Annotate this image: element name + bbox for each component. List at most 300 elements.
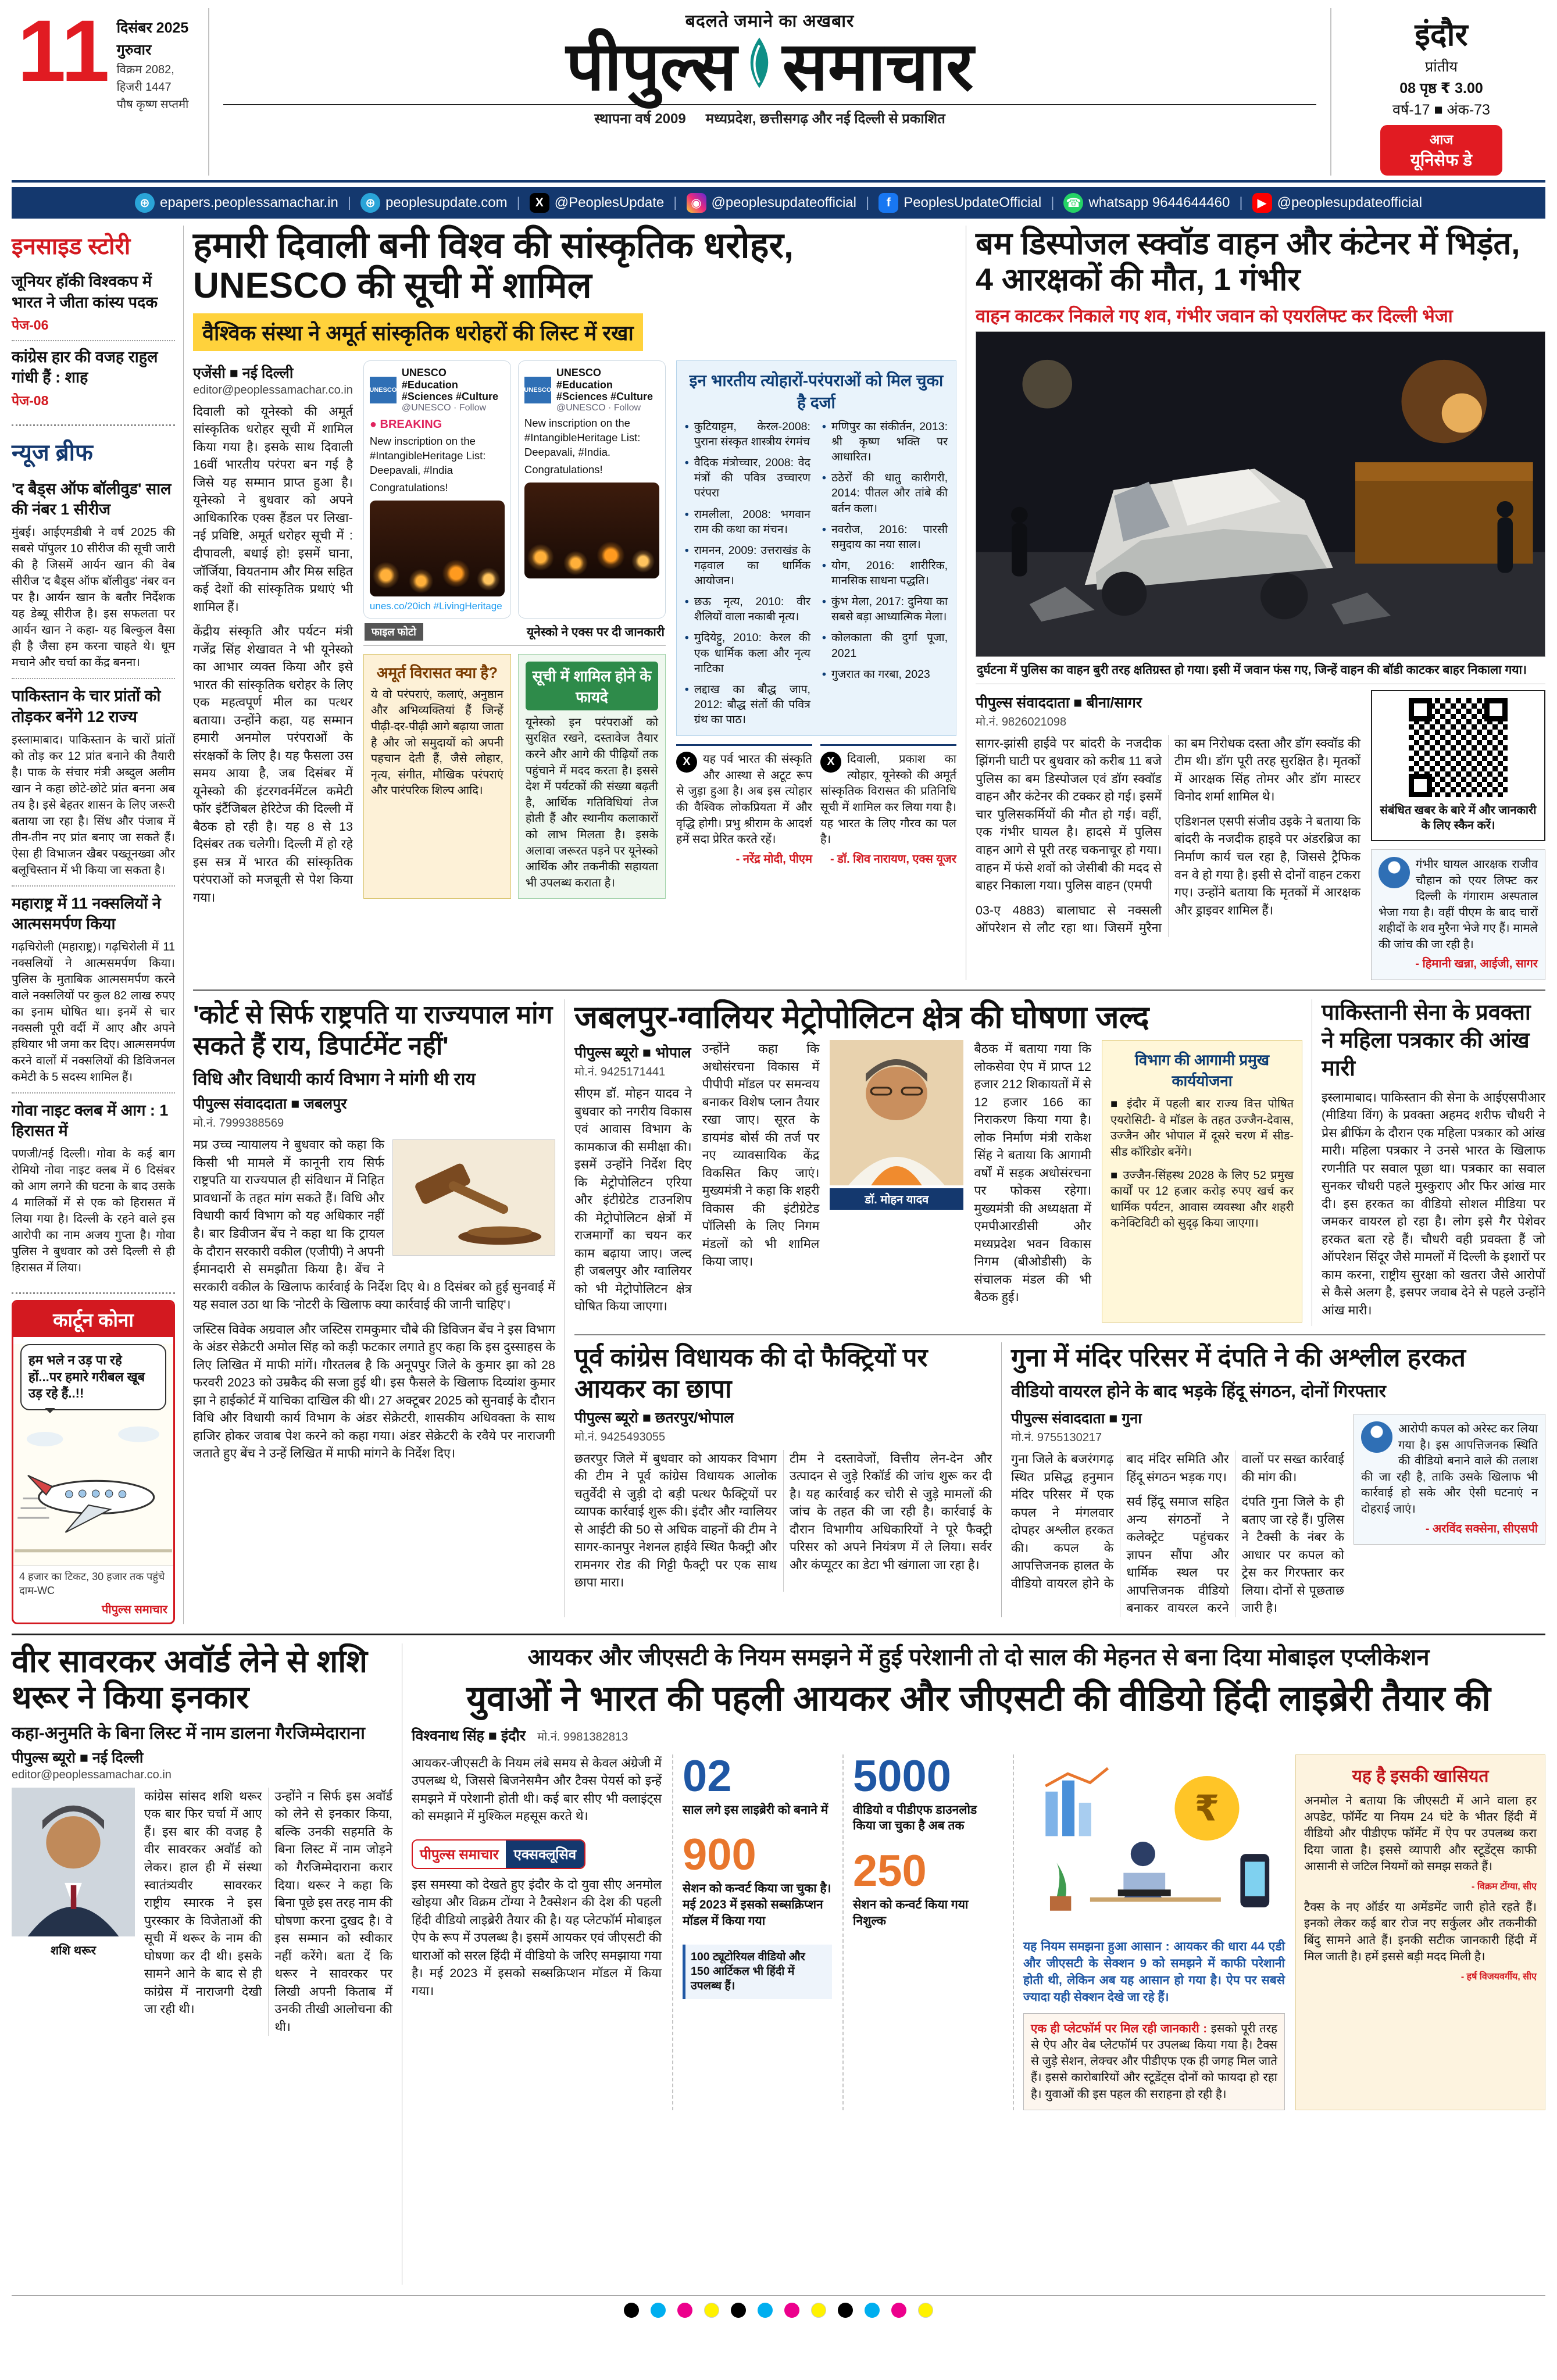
reaction-quotes — [676, 744, 956, 867]
guna-quote-rail — [1354, 1406, 1545, 1617]
tharoor-portrait-photo — [12, 1788, 135, 1936]
date-month-year: दिसंबर 2025 — [116, 20, 189, 36]
qr-finder-square — [1409, 698, 1432, 721]
bomb-side-rail — [1371, 690, 1545, 980]
unesco-tweet-2 — [518, 360, 666, 619]
metro-text-column — [702, 1040, 820, 1323]
quote-attribution: - हर्ष विजयवर्गीय, सीए — [1460, 1972, 1537, 1982]
instagram-handle: @peoplesupdateofficial — [711, 195, 856, 210]
what-is-heritage-box — [363, 654, 511, 899]
established-year: स्थापना वर्ष 2009 — [594, 111, 686, 127]
weekday: गुरुवार — [116, 41, 152, 58]
body-text — [574, 1085, 692, 1316]
cartoon-corner — [12, 1300, 175, 1624]
box-body: ये वो परंपराएं, कलाएं, अनुष्ठान और अभिव्यक्तियां हैं जिन्हें पीढ़ी-दर-पीढ़ी आगे बढ़ाया जाता है और जो समुदायों को अपनी पहचान देती हैं, जैसे लोहार, नृत्य, संगीत, मौखिक परंपराएं और पारंपरिक शिल्प आदि। — [370, 688, 503, 798]
quote-text: आरोपी कपल को अरेस्ट कर लिया गया है। इस आपत्तिजनक स्थिति की वीडियो बनाने वाले की तलाश की जा रही है, ताकि उसके खिलाफ भी कार्रवाई हो सके और ऐसी घटनाएं न दोहराई जाएं। — [1361, 1423, 1538, 1516]
twitter-link[interactable] — [530, 193, 664, 213]
badge-brand: पीपुल्स समाचार — [420, 1846, 499, 1863]
divider: | — [865, 195, 870, 210]
divider: | — [1239, 195, 1243, 210]
list-item: • योग, 2016: शारीरिक, मानसिक साधना पद्धति। — [822, 558, 948, 588]
user-quote — [820, 744, 956, 867]
quote-text: गंभीर घायल आरक्षक राजीव चौहान को एयर लिफ्ट कर दिल्ली के गंगाराम अस्पताल भेजा गया है। वहीं पीएम के बाद चारों शहीदों के शव मुरैना भेजे गए हैं। मामले की जांच की जा रही है। — [1379, 857, 1538, 951]
stats-footnote: 100 ट्यूटोरियल वीडियो और 150 आर्टिकल भी हिंदी में उपलब्ध हैं। — [683, 1945, 832, 1999]
pm-quote — [676, 744, 812, 867]
list-item: • ठठेरों की धातु कारीगरी, 2014: पीतल और तांबे की बर्तन कला। — [822, 470, 948, 516]
unesco-tweet-screenshots — [363, 360, 666, 619]
body-text — [412, 1754, 662, 1825]
body-text — [193, 403, 353, 906]
instagram-icon: ◉ — [687, 193, 706, 213]
body-text — [412, 1876, 662, 2000]
paragraph: टीम ने दस्तावेजों, वित्तीय लेन-देन और उत्पादन से जुड़े रिकॉर्ड की जांच शुरू कर दी है। यह कार्रवाई कर चोरी से जुड़े मामलों की जांच के तहत की जा रही है। कार्रवाई के दौरान विभागीय अधिकारियों ने पूरे फैक्ट्री परिसर को अपने नियंत्रण में ले लिया। सर्वर और कंप्यूटर का डेटा भी खंगाला जा रहा है। — [790, 1451, 992, 1572]
byline: विश्वनाथ सिंह ■ इंदौर — [412, 1727, 526, 1744]
article-headline: वीर सावरकर अवॉर्ड लेने से शशि थरूर ने किया इनकार — [12, 1643, 367, 1715]
svg-text:₹: ₹ — [1194, 1788, 1220, 1828]
file-photo-tag: फाइल फोटो — [365, 623, 423, 641]
paragraph: उन्होंने न सिर्फ इस अवॉर्ड को लेने से इनकार किया, बल्कि उनकी सहमति के बिना लिस्ट में नाम जोड़ने को गैरजिम्मेदाराना करार दिया। थरूर ने कहा कि बिना पूछे इस तरह नाम की घोषणा करना दुखद है। वे इस सम्मान को स्वीकार नहीं करेंगे। बता दें कि थरूर ने सावरकर पर लिखी अपनी किताब में उनकी तीखी आलोचना की थी। — [274, 1789, 392, 2034]
tweet-text: Congratulations! — [524, 463, 603, 476]
article-headline: बम डिस्पोजल स्क्वॉड वाहन और कंटेनर में भिड़ंत, 4 आरक्षकों की मौत, 1 गंभीर — [976, 226, 1520, 298]
highlight-note: यह नियम समझना हुआ आसान : आयकर की धारा 44 एडी और जीएसटी के सेक्शन 9 को समझने में काफी परेशानी होती थी, लेकिन अब यह आसान हो गया है। ऐप पर सबसे ज्यादा यही सेक्शन देखे जा रहे हैं। — [1023, 1939, 1285, 2004]
article-kicker: आयकर और जीएसटी के नियम समझने में हुई परेशानी तो दो साल की मेहनत से बना दिया मोबाइल एप्लीकेशन — [527, 1644, 1430, 1670]
guna-text — [1011, 1406, 1344, 1617]
photo-caption: यूनेस्को ने एक्स पर दी जानकारी — [527, 625, 665, 639]
middle-right-block — [574, 999, 1545, 1617]
brief-headline: महाराष्ट्र में 11 नक्सलियों ने आत्मसमर्पण किया — [12, 894, 161, 932]
stats-column-1 — [672, 1751, 832, 2110]
print-dot-black — [838, 2303, 853, 2318]
stat-description: सेशन को कन्वर्ट किया जा चुका है। मई 2023 में इसको सब्सक्रिप्शन मॉडल में किया गया — [683, 1882, 831, 1928]
reporter-phone: मो.नं. 7999388569 — [193, 1117, 284, 1130]
today-label: आज — [1429, 132, 1454, 147]
heritage-list — [685, 419, 948, 727]
list-item: • कुंभ मेला, 2017: दुनिया का सबसे बड़ा आध्यात्मिक मेला। — [822, 594, 948, 624]
crash-scene-photo — [976, 331, 1545, 657]
unesco-text-column — [193, 360, 353, 913]
metro-text-column — [574, 1040, 692, 1323]
print-dot-black — [731, 2303, 746, 2318]
stat-number: 250 — [853, 1846, 927, 1896]
features-box — [1295, 1754, 1545, 2110]
brand-leaf-logo — [742, 32, 776, 101]
tax-app-illustration — [1023, 1754, 1285, 1929]
globe-icon: ⊕ — [360, 193, 380, 213]
brief-body: मुंबई। आईएमडीबी ने वर्ष 2025 की सबसे पॉपुलर 10 सीरीज की सूची जारी की है जिसमें आर्यन खान की वेब सीरीज 'द बैड्स ऑफ बॉलीवुड' नंबर वन पर है। आर्यन खान के बतौर निर्देशक यह डेब्यू सीरीज है। इस सफलता पर आर्यन खान ने कहा- यह बिल्कुल वैसा ही है जैसा हम करना चाहते थे। धूम मचाने और चर्चा का केंद्र बनना। — [12, 526, 175, 670]
qr-code-box — [1371, 690, 1545, 841]
qr-code — [1409, 698, 1508, 797]
article-hindi-tax-library — [412, 1643, 1545, 2285]
mobileapp-grid — [412, 1751, 1545, 2110]
stat-number: 02 — [683, 1751, 732, 1801]
paragraph: 03-ए 4883) बालाघाट से नक्सली ऑपरेशन से लौट रहा था। जिसमें मुरैना का बम निरोधक दस्ता और डॉग स्क्वॉड की टीम थी। डॉग पूरी तरह सुरक्षित है। मृतकों में आरक्षक सिंह तोमर और डॉग मास्टर विनोद शर्मा शामिल थे। — [976, 736, 1360, 935]
tweet-handle: @UNESCO · Follow — [401, 402, 487, 413]
tharoor-photo-block — [12, 1788, 135, 2036]
gavel-photo — [392, 1139, 555, 1256]
list-item: • मणिपुर का संकीर्तन, 2013: श्री कृष्ण भक्ति पर आधारित। — [822, 419, 948, 464]
print-dot-cyan — [865, 2303, 880, 2318]
list-item: • वैदिक मंत्रोच्चार, 2008: वेद मंत्रों की पवित्र उच्चारण परंपरा — [685, 455, 810, 501]
diwali-celebration-photo — [524, 483, 659, 578]
print-dot-magenta — [784, 2303, 799, 2318]
box-lead: एक ही प्लेटफॉर्म पर मिल रही जानकारी : — [1031, 2021, 1208, 2035]
article-subhead: वैश्विक संस्था ने अमूर्त सांस्कृतिक धरोहरों की लिस्ट में रखा — [193, 313, 643, 351]
brief-headline: गोवा नाइट क्लब में आग : 1 हिरासत में — [12, 1101, 169, 1139]
facebook-handle: PeoplesUpdateOfficial — [904, 195, 1042, 210]
byline: पीपुल्स संवाददाता ■ बीना/सागर — [976, 694, 1142, 711]
unesco-logo-icon: UNESCO — [370, 377, 397, 403]
x-twitter-icon: X — [820, 752, 841, 773]
date-details — [117, 10, 202, 173]
tweet-account-name: UNESCO #Education #Sciences #Culture — [401, 366, 498, 403]
news-brief-item — [12, 887, 175, 1093]
metro-columns — [574, 1040, 1302, 1323]
cm-portrait-photo — [830, 1040, 963, 1185]
today-event-box — [1380, 125, 1502, 176]
article-headline: हमारी दिवाली बनी विश्व की सांस्कृतिक धरोहर, UNESCO की सूची में शामिल — [193, 226, 794, 306]
stat-number: 900 — [683, 1830, 756, 1880]
inside-story-title: इनसाइड स्टोरी — [12, 234, 131, 259]
photo-caption: दुर्घटना में पुलिस का वाहन बुरी तरह क्षतिग्रस्त हो गया। इसी में जवान फंस गए, जिन्हें वाहन की बॉडी काटकर बाहर निकाला गया। — [976, 657, 1545, 684]
metro-pak-row — [574, 999, 1545, 1335]
unesco-list-column — [676, 360, 956, 913]
official-quote-box — [1354, 1414, 1545, 1545]
list-item: • लद्दाख का बौद्ध जाप, 2012: बौद्ध संतों की पवित्र ग्रंथ का पाठ। — [685, 682, 810, 727]
list-item: • छऊ नृत्य, 2010: वीर शैलियों वाला नकाबी नृत्य। — [685, 594, 810, 624]
edition-city: इंदौर — [1415, 17, 1468, 52]
paragraph: जस्टिस विवेक अग्रवाल और जस्टिस रामकुमार चौबे की डिविजन बेंच ने इस विभाग के अंडर सेक्रेटरी अमोल सिंह को कड़ी फटकार लगाते हुए कहा कि इस दुस्साहस के लिए लिखित में माफी मांगें। गौरतलब है कि अनूपपुर जिले के कुमार झा को 28 फरवरी 2023 को उम्रकैद की सजा हुई थी। इस फैसले के खिलाफ दिव्यांश कुमार झा ने हाईकोर्ट में याचिका दाखिल की थी। 27 अक्टूबर 2025 को सुनवाई के दौरान विधि और विधायी कार्य विभाग के अंडर सेक्रेटरी, शासकीय अधिवक्ता के साथ हाजिर होकर जवाब पेश करने को कहा गया। अंडर सेक्रेटरी के रवैये पर नाराजगी जताते हुए बेंच ने उन्हें लिखित में माफी मांगने के निर्देश दिए। — [193, 1322, 555, 1461]
heritage-list-box — [676, 360, 956, 736]
print-dot-yellow — [918, 2303, 933, 2318]
top-row — [193, 226, 1545, 991]
quote-attribution: - नरेंद्र मोदी, पीएम — [735, 852, 812, 866]
main-area — [193, 226, 1545, 1624]
stat-number: 5000 — [853, 1751, 952, 1801]
box-title: इन भारतीय त्योहारों-परंपराओं को मिल चुका है दर्जा — [689, 371, 944, 412]
calendar-line2: पौष कृष्ण सप्तमी — [116, 98, 189, 111]
inside-story-item — [12, 341, 175, 416]
cm-photo-column — [830, 1040, 963, 1323]
reporter-phone: मो.नं. 9826021098 — [976, 715, 1067, 728]
paragraph: इस्लामाबाद। पाकिस्तान की सेना के आईएसपीआर (मीडिया विंग) के प्रवक्ता अहमद शरीफ चौधरी ने प्रेस ब्रीफिंग के दौरान एक महिला पत्रकार को आंख मारी। महिला पत्रकार ने उनसे भारत के खिलाफ रणनीति पर सवाल पूछा था। पत्रकार का सवाल सुनकर चौधरी पहले मुस्कुराए और फिर आंख मार दी। इस हरकत का वीडियो सोशल मीडिया पर जमकर वायरल हो रहा है। लोग इसे गैर पेशेवर हरकत बता रहे हैं। चौधरी वही प्रवक्ता हैं जो ऑपरेशन सिंदूर जैसे मामलों में दिल्ली के इशारों पर काम करना, राष्ट्रीय सुरक्षा को खतरा जैसे आरोपों से कैसे अलग है, इसपर जवाब देने से पहले उन्होंने आंख मारी। — [1322, 1090, 1545, 1317]
article-pak-spokesperson — [1322, 999, 1545, 1326]
establishment-line — [223, 104, 1316, 128]
quote-attribution: - अरविंद सक्सेना, सीएसपी — [1425, 1522, 1538, 1535]
benefits-box — [518, 654, 666, 899]
article-tharoor-savarkar-award — [12, 1643, 402, 2285]
byline: एजेंसी ■ नई दिल्ली — [193, 364, 294, 381]
speaker-avatar — [1379, 857, 1410, 888]
box-body: यूनेस्को इन परंपराओं को सुरक्षित रखने, दस्तावेज तैयार करने और आगे की पीढ़ियों तक पहुंचाने में मदद करता है। इससे देश में पर्यटकों की संख्या बढ़ती है, आर्थिक गतिविधियां तेज होती हैं और स्थानीय कलाकारों को लाभ मिलता है। इसके अलावा जरूरत पड़ने पर यूनेस्को आर्थिक और तकनीकी सहायता भी उपलब्ध कराता है। — [525, 716, 658, 889]
left-rail — [12, 226, 184, 1624]
epaper-url: epapers.peoplessamachar.in — [159, 195, 338, 210]
bomb-text-columns — [976, 690, 1360, 980]
youtube-link[interactable] — [1252, 193, 1422, 213]
edition-block — [1330, 8, 1545, 176]
stat-sessions-converted — [683, 1830, 832, 1929]
today-event: यूनिसेफ डे — [1410, 151, 1472, 170]
masthead-word1: पीपुल्स — [566, 28, 737, 104]
print-color-bar — [12, 2295, 1545, 2320]
brief-headline: 'द बैड्स ऑफ बॉलीवुड' साल की नंबर 1 सीरीज — [12, 480, 172, 519]
article-metropolitan-region — [574, 999, 1312, 1326]
inside-story-text: जूनियर हॉकी विश्वकप में भारत ने जीता कांस्य पदक — [12, 273, 158, 311]
body-text — [574, 1450, 992, 1592]
quote-attribution: - विक्रम टोंग्या, सीए — [1472, 1882, 1537, 1892]
bomb-article-body — [976, 690, 1545, 980]
action-plan-box — [1102, 1040, 1302, 1323]
list-item: • रामलीला, 2008: भगवान राम की कथा का मंचन। — [685, 507, 810, 537]
qr-finder-square — [1409, 774, 1432, 797]
stat-description: वीडियो व पीडीएफ डाउनलोड किया जा चुका है अब तक — [853, 1803, 977, 1833]
published-from: मध्यप्रदेश, छत्तीसगढ़ और नई दिल्ली से प्रकाशित — [705, 111, 945, 127]
list-item: • कोलकाता की दुर्गा पूजा, 2021 — [822, 630, 948, 660]
year-issue: वर्ष-17 ■ अंक-73 — [1392, 102, 1490, 118]
article-diwali-unesco — [193, 226, 966, 980]
official-quote-box — [1371, 849, 1545, 980]
masthead — [12, 2, 1545, 183]
byline: पीपुल्स ब्यूरो ■ भोपाल — [574, 1045, 691, 1062]
issue-number: अंक-73 — [1447, 102, 1490, 118]
instagram-link[interactable] — [687, 193, 856, 213]
brief-headline: पाकिस्तान के चार प्रांतों को तोड़कर बनेंगे 12 राज्य — [12, 687, 161, 726]
paragraph: मप्र उच्च न्यायालय ने बुधवार को कहा कि किसी भी मामले में कानूनी राय सिर्फ राष्ट्रपति या राज्यपाल ही संविधान में निहित प्रावधानों के तहत मांग सकते हैं। विधि और विधायी कार्य विभाग को यह अधिकार नहीं है। बार डिवीजन बेंच ने कहा था कि ट्रायल के दौरान सरकारी वकील (एजीपी) ने अपनी ईमानदारी से समझौता किया है। बेंच ने सरकारी वकील के खिलाफ कार्रवाई के निर्देश दिए थे। 8 दिसंबर को हुई सुनवाई में यह सवाल उठा था कि 'नोटरी के खिलाफ क्या कार्रवाई की जानी चाहिए'। — [193, 1138, 555, 1312]
article-guna-temple — [1011, 1342, 1545, 1617]
body-text — [1011, 1450, 1344, 1617]
stat-downloads — [853, 1751, 1002, 1834]
brand-block — [209, 8, 1330, 176]
divider: | — [1051, 195, 1055, 210]
platform-info-box — [1023, 2013, 1285, 2110]
article-subhead: कहा-अनुमति के बिना लिस्ट में नाम डालना गैरजिम्मेदाराना — [12, 1723, 365, 1743]
quote-attribution: - डॉ. शिव नारायण, एक्स यूजर — [830, 852, 956, 866]
editor-email[interactable]: editor@peoplessamachar.co.in — [12, 1768, 172, 1781]
reporter-phone: मो.नं. 9425171441 — [574, 1066, 666, 1079]
cartoon-caption: 4 हजार का टिकट, 30 हजार तक पहुंचे दाम-WC — [13, 1566, 173, 1601]
box-title: सूची में शामिल होने के फायदे — [526, 662, 658, 710]
news-brief-item — [12, 472, 175, 679]
box-body: इसको पूरी तरह से ऐप और वेब प्लेटफॉर्म पर उपलब्ध किया गया है। टैक्स से जुड़े सेशन, लेक्चर और पीडीएफ एक ही जगह मिल जाते हैं। इससे कारोबारियों और स्टूडेंट्स दोनों को फायदा हो रहा है। युवाओं की इस पहल की सराहना हो रही है। — [1031, 2021, 1277, 2101]
quote-attribution: - हिमानी खन्ना, आईजी, सागर — [1415, 957, 1538, 971]
cartoon-credit: पीपुल्स समाचार — [102, 1603, 167, 1616]
metro-text-column — [974, 1040, 1091, 1323]
quote-text: दिवाली, प्रकाश का त्योहार, यूनेस्को की अमूर्त सांस्कृतिक विरासत की प्रतिनिधि सूची में शामिल कर लिया गया है। यह भारत के लिए गौरव का पल है। — [820, 753, 956, 846]
article-subhead: वाहन काटकर निकाले गए शव, गंभीर जवान को एयरलिफ्ट कर दिल्ली भेजा — [976, 306, 1453, 327]
byline: पीपुल्स ब्यूरो ■ नई दिल्ली — [12, 1749, 144, 1766]
quote-text: यह पर्व भारत की संस्कृति और आस्था से अटूट रूप से जुड़ा हुआ है। अब इस त्योहार की वैश्विक लोकप्रियता में और वृद्धि होगी। प्रभु श्रीराम के आदर्श हमें सदा प्रेरित करते रहें। — [676, 753, 812, 846]
byline: पीपुल्स संवाददाता ■ जबलपुर — [193, 1096, 347, 1113]
reporter-phone: मो.नं. 9981382813 — [537, 1730, 628, 1743]
page-ref: पेज-08 — [12, 392, 49, 408]
unesco-tweet-1 — [363, 360, 511, 619]
qr-scan-caption: संबंधित खबर के बारे में और जानकारी के लिए स्कैन करें। — [1380, 803, 1537, 832]
body-text — [976, 735, 1360, 937]
airplane-cartoon-drawing — [13, 1417, 173, 1563]
paragraph: दंपति गुना जिले के ही बताए जा रहे हैं। पुलिस ने टैक्सी के नंबर के आधार पर कपल को ट्रेस कर गिरफ्तार कर लिया। दोनों से पूछताछ जारी है। — [1241, 1495, 1344, 1616]
news-brief-section — [12, 432, 175, 1294]
whatsapp-link[interactable] — [1063, 193, 1230, 213]
reporter-phone: मो.नं. 9755130217 — [1011, 1431, 1102, 1445]
cartoon-speech-bubble: हम भले न उड़ पा रहे हों...पर हमारे गरीबल खूब उड़ रहे हैं..!! — [20, 1344, 166, 1410]
speaker-avatar — [1361, 1421, 1392, 1453]
paragraph: कांग्रेस सांसद शशि थरूर एक बार फिर चर्चा में आए हैं। इस बार की वजह है वीर सावरकर अवॉर्ड को लेकर। हाल ही में संस्था स्वातंत्र्यवीर सावरकर राष्ट्रीय स्मारक ने इस पुरस्कार के विजेताओं की सूची में थरूर के नाम की घोषणा कर दी थी। इसके सामने आने के बाद से ही कांग्रेस में नाराजगी देखी जा रही थी। — [144, 1789, 262, 2017]
brief-body: इस्लामाबाद। पाकिस्तान के चारों प्रांतों को तोड़ कर 12 प्रांत बनाने की तैयारी है। पाक के संचार मंत्री अब्दुल अलीम खान ने कहा छोटे-छोटे प्रांत बनना अब तय है। इसे बेहतर शासन के लिए जरूरी बताया जा रहा है। सिंध और पंजाब में तीन-तीन नए प्रांत बनाए जा सकते हैं। ऐसा ही विभाजन खैबर पख्तूनख्वा और बलूचिस्तान में भी किया जा सकता है। — [12, 733, 175, 877]
paragraph: गुना जिले के बजरंगगढ़ स्थित प्रसिद्ध हनुमान मंदिर परिसर में एक कपल ने मंगलवार दोपहर अश्लील हरकत की। कपल के आपत्तिजनक हालत के वीडियो वायरल होने के बाद मंदिर समिति और हिंदू संगठन भड़क गए। — [1011, 1452, 1229, 1591]
unesco-logo-icon: UNESCO — [524, 377, 551, 403]
paragraph: उन्होंने कहा कि अधोसंरचना विकास में पीपीपी मॉडल पर समन्वय बनाकर विशेष प्लान तैयार रखा जाए। सूरत के डायमंड बोर्स की तर्ज पर नए व्यावसायिक केंद्र विकसित किए जाएं। मुख्यमंत्री ने कहा कि शहरी विकास की इंटीग्रेटेड पॉलिसी के लिए निगम मंडलों को भी शामिल किया जाए। — [702, 1042, 820, 1269]
editor-email[interactable]: editor@peoplessamachar.co.in — [193, 383, 353, 396]
article-subhead: विधि और विधायी कार्य विभाग ने मांगी थी राय — [193, 1070, 476, 1089]
pages-price: 08 पृष्ठ ₹ 3.00 — [1399, 80, 1483, 97]
body-text — [1322, 1089, 1545, 1320]
facebook-icon: f — [879, 193, 898, 213]
list-item: • गुजरात का गरबा, 2023 — [822, 667, 948, 682]
calendar-line1: विक्रम 2082, हिजरी 1447 — [116, 63, 174, 94]
article-highcourt-opinion — [193, 999, 565, 1617]
list-item: • कुटियाट्टम, केरल-2008: पुराना संस्कृत शास्त्रीय रंगमंच — [685, 419, 810, 449]
whatsapp-icon: ☎ — [1063, 193, 1083, 213]
epaper-link[interactable] — [135, 193, 338, 213]
breaking-label: ● BREAKING — [369, 417, 442, 431]
list-item: ■ इंदौर में पहली बार राज्य वित्त पोषित एयरोसिटी- वे मॉडल के तहत उज्जैन-देवास, उज्जैन और भोपाल में दूसरे चरण में सीड-सीड कॉरिडोर बनेंगे। — [1110, 1098, 1294, 1159]
list-item: • नवरोज, 2016: पारसी समुदाय का नया साल। — [822, 522, 948, 552]
article-headline: जबलपुर-ग्वालियर मेट्रोपोलिटन क्षेत्र की घोषणा जल्द — [574, 1000, 1149, 1035]
middle-row — [193, 991, 1545, 1617]
article-headline: 'कोर्ट से सिर्फ राष्ट्रपति या राज्यपाल मांग सकते हैं राय, डिपार्टमेंट नहीं' — [193, 1000, 553, 1060]
paragraph: छतरपुर जिले में बुधवार को आयकर विभाग की टीम ने पूर्व कांग्रेस विधायक आलोक चतुर्वेदी से जुड़ी दो बड़ी पत्थर फैक्ट्रियों पर व्यापक कार्रवाई शुरू की। इंदौर और ग्वालियर से आईटी की 50 से अधिक वाहनों की टीम ने सागर-कानपुर नेशनल हाईवे स्थित फैक्ट्री और रामनगर रोड की गिट्टी फैक्ट्री पर एक साथ छापा मारा। — [574, 1451, 777, 1590]
article-bomb-squad-crash — [976, 226, 1545, 980]
brief-body: गढ़चिरोली (महाराष्ट्र)। गढ़चिरोली में 11 नक्सलियों ने आत्मसमर्पण किया। पुलिस के मुताबिक आत्मसमर्पण करने वाले नक्सलियों पर कुल 82 लाख रुपए का इनाम घोषित था। इनमें से चार नक्सली पूरी वर्दी में आए और अपने हथियार भी जमा कर दिए। आत्मसमर्पण करने वालों में नक्सलियों की डिविजनल कमेटी के 5 सदस्य शामिल हैं। — [12, 940, 175, 1084]
article-headline: युवाओं ने भारत की पहली आयकर और जीएसटी की वीडियो हिंदी लाइब्रेरी तैयार की — [466, 1678, 1491, 1718]
tweet-text: Congratulations! — [369, 481, 448, 494]
paragraph: सर्व हिंदू समाज सहित अन्य संगठनों ने कलेक्ट्रेट पहुंचकर ज्ञापन सौंपा और धार्मिक स्थल पर आपत्तिजनक वीडियो बनाकर वायरल करने वालों पर सख्त कार्रवाई की मांग की। — [1126, 1452, 1344, 1616]
illustration-column — [1013, 1754, 1285, 2110]
print-dot-black — [624, 2303, 639, 2318]
tweet-account — [402, 367, 505, 413]
paragraph: सागर-झांसी हाईवे पर बांदरी के नजदीक झिंगनी घाटी पर बुधवार को करीब 11 बजे पुलिस का बम डिस्पोजल एवं डॉग स्क्वॉड वाहन और कंटेनर की टक्कर हो गई। इसमें चार पुलिसकर्मियों की मौत हो गई। वहीं, एक गंभीर घायल है। हादसे में पुलिस वाहन आगे से पूरी तरह चकनाचूर हो गया। वाहन में फंसे शवों को जेसीबी की मदद से बाहर निकाला गया। पुलिस वाहन (एमपी — [976, 736, 1162, 893]
tweet-text: New inscription on the #IntangibleHeritage List: Deepavali, #India. — [524, 416, 641, 458]
body-text — [193, 1136, 555, 1462]
list-item: ■ उज्जैन-सिंहस्थ 2028 के लिए 52 प्रमुख कार्यों पर 12 हजार करोड़ रुपए खर्च कर धार्मिक पर्यटन, आवास व्यवस्था और शहरी कनेक्टिविटी को सुदृढ़ किया जाएगा। — [1110, 1168, 1294, 1230]
stats-column-2 — [842, 1751, 1002, 2110]
news-brief-title: न्यूज ब्रीफ — [12, 440, 93, 466]
list-item: • मुदियेट्टु, 2010: केरल की एक धार्मिक कला और नृत्य नाटिका — [685, 630, 810, 676]
paragraph: एडिशनल एसपी संजीव उइके ने बताया कि बांदरी के नजदीक हाइवे पर अंडरब्रिज का निर्माण कार्य चल रहा है, जिससे ट्रैफिक वन वे हो गया है। इसी से दोनों वाहन टकरा गए। उन्होंने बताया कि मृतकों में आरक्षक और ड्राइवर शामिल हैं। — [1174, 814, 1360, 917]
diya-lamps-photo — [370, 501, 505, 596]
article-headline: गुना में मंदिर परिसर में दंपति ने की अश्लील हरकत — [1011, 1343, 1466, 1373]
print-dot-cyan — [758, 2303, 773, 2318]
youtube-icon: ▶ — [1252, 193, 1272, 213]
article-headline: पाकिस्तानी सेना के प्रवक्ता ने महिला पत्रकार की आंख मारी — [1322, 1000, 1531, 1081]
brief-body: पणजी/नई दिल्ली। गोवा के कई बाग रोमियो नोवा नाइट क्लब में 6 दिसंबर को आग लगने की घटना के बाद उसके 4 मालिकों में से एक को हिरासत में लिया गया है। दिल्ली के रहने वाले इस आरोपी का नाम अजय गुप्ता है। गोवा पुलिस ने बुधवार को उसे दिल्ली से ही हिरासत में लिया। — [12, 1147, 175, 1274]
print-dot-cyan — [651, 2303, 666, 2318]
article-income-tax-raid — [574, 1342, 1002, 1617]
box-title: अमूर्त विरासत क्या है? — [376, 663, 498, 681]
page-ref: पेज-06 — [12, 317, 49, 333]
website-link[interactable] — [360, 193, 507, 213]
edition-type: प्रांतीय — [1425, 59, 1458, 75]
paragraph: केंद्रीय संस्कृति और पर्यटन मंत्री गजेंद्र सिंह शेखावत ने भी यूनेस्को का आभार व्यक्त किया और इसे भारत की सांस्कृतिक धरोहर के लिए एक महत्वपूर्ण मील का पत्थर बताया। उन्होंने कहा, यह सम्मान हमारी अनमोल परंपराओं के संरक्षकों के लिए है। यह फैसला उस समय आया है, जब दिसंबर में यूनेस्को की इंटरगवर्नमेंटल कमेटी फॉर इंटैंजिबल हेरिटेज की दिल्ली में बैठक हो रही है। यह 8 से 13 दिसंबर तक चलेगी। दिल्ली में हो रहे इस सत्र में भारत की सांस्कृतिक परंपराओं को मजबूती से पेश किया गया। — [193, 624, 353, 905]
tweet-account-name: UNESCO #Education #Sciences #Culture — [556, 366, 653, 403]
content-bottom — [12, 1634, 1545, 2285]
print-dot-yellow — [704, 2303, 719, 2318]
stat-description: साल लगे इस लाइब्रेरी को बनाने में — [683, 1803, 829, 1817]
content-top — [12, 219, 1545, 1624]
tweet-link[interactable]: unes.co/20ich #LivingHeritage — [369, 600, 502, 612]
facebook-link[interactable] — [879, 193, 1041, 213]
article-subhead: वीडियो वायरल होने के बाद भड़के हिंदू संगठन, दोनों गिरफ्तार — [1011, 1382, 1386, 1402]
stat-free-sessions — [853, 1846, 1002, 1929]
tweet-account — [556, 367, 659, 413]
badge-exclusive: एक्सक्लूसिव — [506, 1841, 585, 1868]
reporter-phone: मो.नं. 9425493055 — [574, 1430, 666, 1443]
article-headline: पूर्व कांग्रेस विधायक की दो फैक्ट्रियों पर आयकर का छापा — [574, 1343, 928, 1404]
body-text — [702, 1040, 820, 1271]
tweet-text: New inscription on the #IntangibleHeritage List: Deepavali, #India — [369, 434, 486, 476]
tweet-header — [370, 367, 505, 413]
unesco-article-body — [193, 360, 956, 913]
tagline: बदलते जमाने का अखबार — [685, 12, 855, 31]
paragraph: आयकर-जीएसटी के नियम लंबे समय से केवल अंग्रेजी में उपलब्ध थे, जिससे बिजनेसमैन और टैक्स पेयर्स को इन्हें समझने में परेशानी होती थी। कई बार सीए भी क्लाइंट्स को समझाने में मुश्किल महसूस करते थे। — [412, 1756, 662, 1824]
guna-body-wrap — [1011, 1406, 1545, 1617]
news-brief-item — [12, 679, 175, 886]
twitter-handle: @PeoplesUpdate — [554, 195, 665, 210]
tweet-header — [524, 367, 659, 413]
cartoon-artwork — [13, 1344, 173, 1566]
date-block — [12, 2, 209, 176]
body-text — [974, 1040, 1091, 1306]
globe-icon: ⊕ — [135, 193, 155, 213]
box-paragraph: अनमोल ने बताया कि जीएसटी में आने वाला हर अपडेट, फॉर्मेट या नियम 24 घंटे के भीतर हिंदी में वीडियो और पीडीएफ फॉर्मेट में ऐप पर उपलब्ध करा दिया जाता है। इससे व्यापारी और स्टूडेंट्स काफी आसानी से जटिल नियमों को समझ सकते हैं। — [1304, 1793, 1537, 1873]
inside-story-section — [12, 226, 175, 426]
whatsapp-number: whatsapp 9644644460 — [1088, 195, 1230, 210]
paragraph: सीएम डॉ. मोहन यादव ने बुधवार को नगरीय विकास एवं आवास विभाग के कामकाज की समीक्षा की। इसमें उन्होंने निर्देश दिए कि मेट्रोपोलिटन एरिया और इंटीग्रेटेड टाउनशिप की मेट्रोपोलिटन क्षेत्रों में राजमार्गों का चयन कर काम बढ़ाया जाए। जल्द ही जबलपुर और ग्वालियर को भी मेट्रोपोलिटन क्षेत्र घोषित किया जाएगा। — [574, 1087, 692, 1314]
paragraph: इस समस्या को देखते हुए इंदौर के दो युवा सीए अनमोल खोइया और विक्रम टोंग्या ने टैक्सेशन की देश की पहली हिंदी वीडियो लाइब्रेरी तैयार की है। यह प्लेटफॉर्म मोबाइल ऐप के रूप में उपलब्ध है। इसमें आयकर एवं जीएसटी की धाराओं को सरल हिंदी में वीडियो के जरिए समझाया गया है। मई 2023 में इसको सब्सक्रिप्शन मॉडल में किया गया। — [412, 1877, 662, 1998]
divider: | — [673, 195, 677, 210]
divider: | — [347, 195, 352, 210]
news-brief-item — [12, 1093, 175, 1283]
inside-story-item — [12, 266, 175, 341]
box-title: यह है इसकी खासियत — [1352, 1766, 1489, 1786]
date-day: 11 — [17, 2, 110, 99]
paragraph: बैठक में बताया गया कि लोकसेवा ऐप में प्राप्त 12 हजार 212 शिकायतों में से 12 हजार 166 का निराकरण किया गया है। लोक निर्माण मंत्री राकेश सिंह ने बताया कि आगामी वर्षों में सड़क अधोसंरचना पर फोकस रहेगा। मुख्यमंत्री की अध्यक्षता में एमपीआरडीसी और मध्यप्रदेश भवन विकास निगम (बीओडीसी) के संचालक मंडल की भी बैठक हुई। — [974, 1042, 1092, 1305]
stat-description: सेशन को कन्वर्ट किया गया निशुल्क — [853, 1898, 969, 1928]
stat-years — [683, 1751, 832, 1818]
paragraph: दिवाली को यूनेस्को की अमूर्त सांस्कृतिक धरोहर सूची में शामिल किया गया है। इसके साथ दिवाली 16वीं भारतीय परंपरा बन गई है जिसे यह सम्मान प्राप्त हुआ है। यूनेस्को ने बुधवार को अपने आधिकारिक एक्स हैंडल पर लिखा- नई प्रविष्टि, अमूर्त धरोहर सूची में : दीपावली, बधाई हो! इसमें घाना, जॉर्जिया, वियतनाम और मिस्र सहित कई देशों की सांस्कृतिक प्रथाएं भी शामिल हैं। — [193, 404, 353, 614]
qr-finder-square — [1484, 698, 1508, 721]
print-dot-magenta — [677, 2303, 692, 2318]
masthead-word2: समाचार — [782, 28, 974, 104]
exclusive-badge — [412, 1839, 585, 1869]
info-boxes-row — [363, 646, 666, 899]
plan-list — [1110, 1096, 1294, 1232]
social-contact-bar — [12, 187, 1545, 219]
inside-story-text: कांग्रेस हार की वजह राहुल गांधी हैं : शाह — [12, 348, 158, 387]
byline-row — [412, 1723, 1545, 1750]
cartoon-title: कार्टून कोना — [13, 1302, 173, 1337]
year-number: वर्ष-17 — [1392, 102, 1430, 118]
factory-guna-row — [574, 1335, 1545, 1617]
byline: पीपुल्स संवाददाता ■ गुना — [1011, 1410, 1142, 1427]
unesco-media-column — [363, 360, 666, 913]
list-item: • रामनन, 2009: उत्तराखंड के गढ़वाल का धार्मिक आयोजन। — [685, 543, 810, 588]
print-dot-magenta — [891, 2303, 906, 2318]
savarkar-body-wrap — [12, 1788, 392, 2036]
website-url: peoplesupdate.com — [385, 195, 508, 210]
youtube-handle: @peoplesupdateofficial — [1277, 195, 1423, 210]
box-paragraph: टैक्स के नए ऑर्डर या अमेंडमेंट जारी होते रहते हैं। इनको लेकर कई बार रोज नए सर्कुलर और तकनीकी बिंदु सामने आते हैं। इनकी सटीक जानकारी हिंदी में मिल जाती है। हमें इससे बड़ी मदद मिली है। — [1304, 1900, 1537, 1963]
photo-caption: डॉ. मोहन यादव — [830, 1188, 963, 1210]
